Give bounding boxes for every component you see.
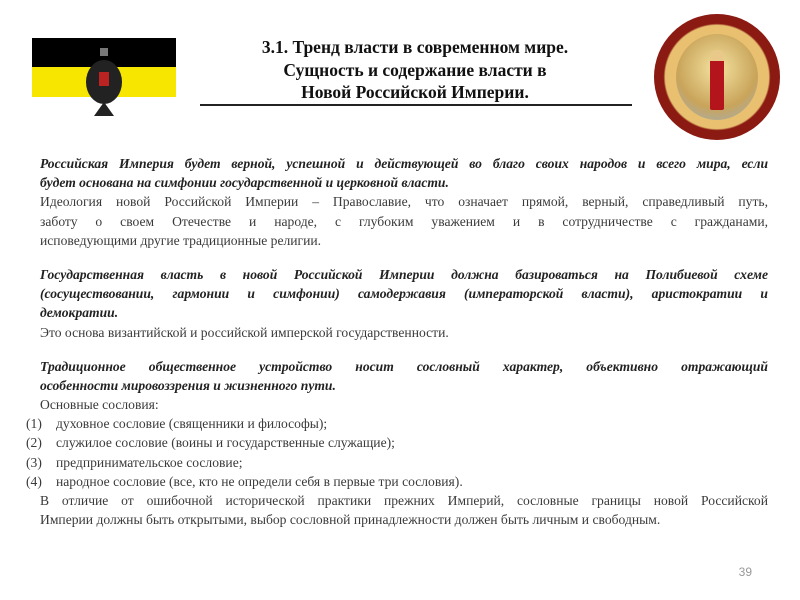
- list-number: (4): [26, 473, 42, 489]
- list-number: (1): [26, 416, 42, 432]
- imperial-flag-image: [32, 38, 176, 126]
- list-item: [26, 453, 768, 472]
- list-text: предпринимательское сословие;: [56, 454, 243, 470]
- list-item: [26, 414, 768, 433]
- list-text: духовное сословие (священники и философы);: [56, 416, 328, 432]
- slide-title: [200, 36, 630, 104]
- list-number: (3): [26, 454, 42, 470]
- bold-statement: Государственная власть в новой Российской Империи должна базироваться на Полибиевой схеме: [40, 266, 768, 282]
- title-line: Сущность и содержание власти в: [283, 59, 547, 80]
- body-text: Идеология новой Российской Империи – Православие, что означает прямой, верный, справедливый путь,: [40, 194, 768, 210]
- bold-statement: Традиционное общественное устройство носит сословный характер, объективно отражающий: [40, 358, 768, 374]
- bold-statement: особенности мировоззрения и жизненного пути.: [40, 377, 336, 393]
- list-item: [26, 433, 768, 452]
- icon-medallion-image: [654, 14, 780, 140]
- body-text: заботу о своем Отечестве и народе, с глубоким уважением и в сотрудничестве с гражданами,: [40, 213, 768, 229]
- body-text: Империи должны быть открытыми, выбор сословной принадлежности должен быть личным и свободным.: [40, 512, 661, 528]
- bold-statement: будет основана на симфонии государственной и церковной власти.: [40, 175, 449, 191]
- list-text: народное сословие (все, кто не определи себя в первые три сословия).: [56, 473, 463, 489]
- title-line: Новой Российской Империи.: [301, 82, 529, 102]
- title-underline: [200, 104, 632, 106]
- estates-heading: Основные сословия:: [40, 397, 159, 413]
- list-number: (2): [26, 435, 42, 451]
- slide-body: [26, 154, 768, 529]
- bold-statement: Российская Империя будет верной, успешной и действующей во благо своих народов и всего мира, если: [40, 156, 768, 171]
- title-line: 3.1. Тренд власти в современном мире.: [261, 37, 569, 57]
- bold-statement: (сосуществовании, гармонии и симфонии) самодержавия (императорской власти), аристократии и: [40, 286, 768, 302]
- list-item: [26, 472, 768, 491]
- body-text: В отличие от ошибочной исторической практики прежних Империй, сословные границы новой Российской: [40, 493, 768, 508]
- bold-statement: демократии.: [40, 305, 119, 321]
- body-text: Это основа византийской и российской имперской государственности.: [40, 324, 449, 340]
- body-text: исповедующими другие традиционные религии.: [40, 232, 322, 248]
- list-text: служилое сословие (воины и государственные служащие);: [56, 435, 395, 451]
- page-number: 39: [738, 565, 752, 579]
- double-headed-eagle-icon: [84, 46, 124, 118]
